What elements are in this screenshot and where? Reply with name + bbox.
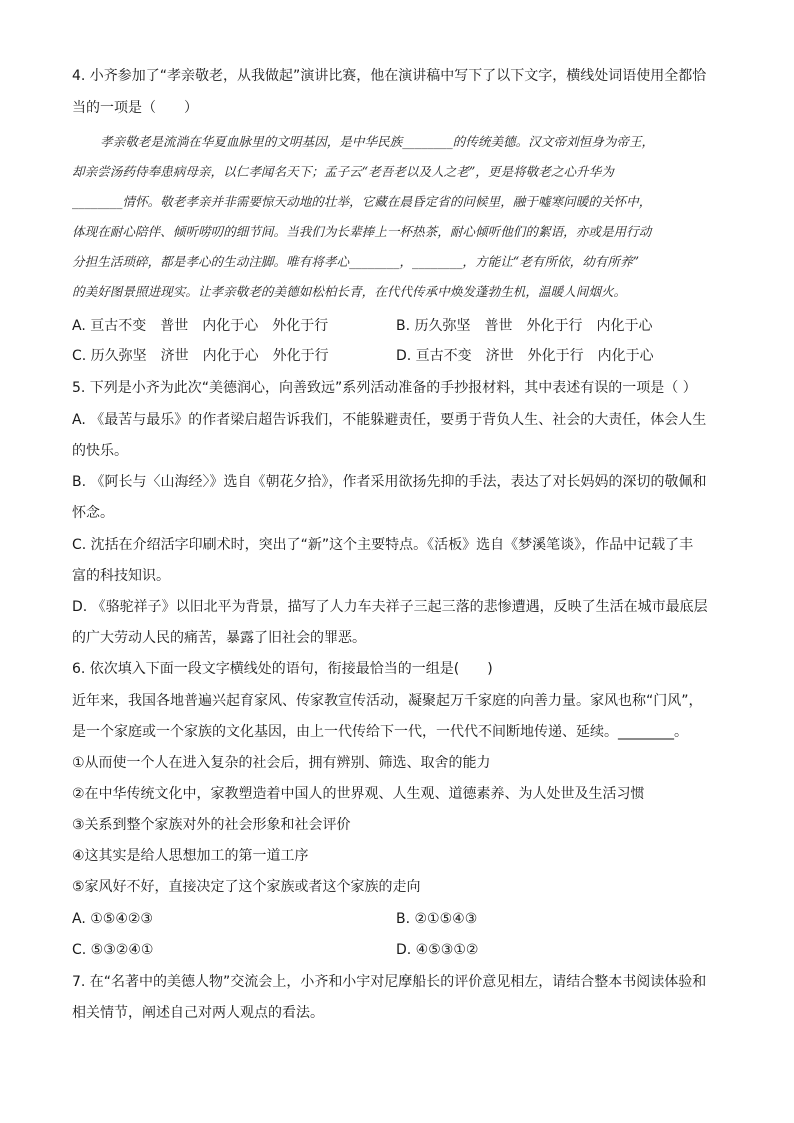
q5-option-d-line2: 的广大劳动人民的痛苦，暴露了旧社会的罪恶。 (72, 630, 366, 646)
q5-option-c-line2: 富的科技知识。 (72, 568, 170, 584)
q4-option-b: B. 历久弥坚 普世 外化于行 内化于心 (396, 318, 653, 334)
q6-item-2: ②在中华传统文化中，家教塑造着中国人的世界观、人生观、道德素养、为人处世及生活习惯 (72, 786, 645, 802)
q6-stem: 6. 依次填入下面一段文字横线处的语句，衔接最恰当的一组是( ) (72, 661, 493, 677)
q7-stem-line1: 7. 在“名著中的美德人物”交流会上，小齐和小宇对尼摩船长的评价意见相左，请结合整本书阅读体验和 (72, 974, 707, 990)
q5-option-a-line1: A. 《最苦与最乐》的作者梁启超告诉我们，不能躲避责任，要勇于背负人生、社会的大责任，体会人生 (72, 412, 707, 428)
q6-option-d: D. ④⑤③①② (396, 942, 479, 958)
q5-option-a-line2: 的快乐。 (72, 443, 128, 459)
q7-stem-line2: 相关情节，阐述自己对两人观点的看法。 (72, 1005, 324, 1021)
q4-passage-line: 分担生活琐碎，都是孝心的生动注脚。唯有将孝心________，________，方能让“老有所依，幼有所养” (72, 254, 640, 269)
q6-item-5: ⑤家风好不好，直接决定了这个家族或者这个家族的走向 (72, 879, 421, 895)
q5-option-d-line1: D. 《骆驼祥子》以旧北平为背景，描写了人力车夫祥子三起三落的悲惨遭遇，反映了生活在城市最底层 (72, 599, 708, 615)
q6-option-b: B. ②①⑤④③ (396, 911, 478, 927)
q4-passage-line: ________情怀。敬老孝亲并非需要惊天动地的壮举，它藏在晨昏定省的问候里，融于嘘寒问暖的关怀中， (72, 194, 652, 209)
q4-stem-line1: 4. 小齐参加了“孝亲敬老，从我做起”演讲比赛，他在演讲稿中写下了以下文字，横线处词语使用全都恰 (72, 68, 707, 84)
q4-passage-line: 却亲尝汤药侍奉患病母亲，以仁孝闻名天下；孟子云“老吾老以及人之老”，更是将敬老之心升华为 (72, 164, 614, 179)
q6-item-3: ③关系到整个家族对外的社会形象和社会评价 (72, 817, 351, 833)
q4-option-d: D. 亘古不变 济世 外化于行 内化于心 (396, 348, 654, 364)
q4-option-a: A. 亘古不变 普世 内化于心 外化于行 (72, 318, 329, 334)
q4-passage-line: 的美好图景照进现实。让孝亲敬老的美德如松柏长青，在代代传承中焕发蓬勃生机，温暖人间烟火。 (72, 284, 627, 299)
q4-passage-line: 体现在耐心陪伴、倾听唠叨的细节间。当我们为长辈捧上一杯热茶，耐心倾听他们的絮语，亦或是用行动 (72, 224, 652, 239)
q6-option-c: C. ⑤③②④① (72, 942, 154, 958)
q6-para-line1: 近年来，我国各地普遍兴起育家风、传家教宣传活动，凝聚起万千家庭的向善力量。家风也称“门风”， (72, 693, 703, 709)
q5-option-b-line2: 怀念。 (72, 505, 114, 521)
q6-item-4: ④这其实是给人思想加工的第一道工序 (72, 848, 309, 864)
q5-option-b-line1: B. 《阿长与〈山海经〉》选自《朝花夕拾》，作者采用欲扬先抑的手法，表达了对长妈妈的深切的敬佩和 (72, 474, 707, 490)
q6-item-1: ①从而使一个人在进入复杂的社会后，拥有辨别、筛选、取舍的能力 (72, 755, 491, 771)
q4-option-c: C. 历久弥坚 济世 内化于心 外化于行 (72, 348, 329, 364)
q5-option-c-line1: C. 沈括在介绍活字印刷术时，突出了“新”这个主要特点。《活板》选自《梦溪笔谈》，作品中记载了丰 (72, 537, 694, 553)
q4-passage-line: 孝亲敬老是流淌在华夏血脉里的文明基因，是中华民族________的传统美德。汉文帝刘恒身为帝王， (100, 134, 655, 149)
q6-para-line2: 是一个家庭或一个家族的文化基因，由上一代传给下一代，一代代不间断地传递、延续。________。 (72, 724, 688, 740)
q5-stem: 5. 下列是小齐为此次“美德润心，向善致远”系列活动准备的手抄报材料，其中表述有误的一项是（ ） (72, 380, 697, 396)
q4-stem-line2: 当的一项是（ ） (72, 100, 198, 116)
q6-option-a: A. ①⑤④②③ (72, 911, 153, 927)
